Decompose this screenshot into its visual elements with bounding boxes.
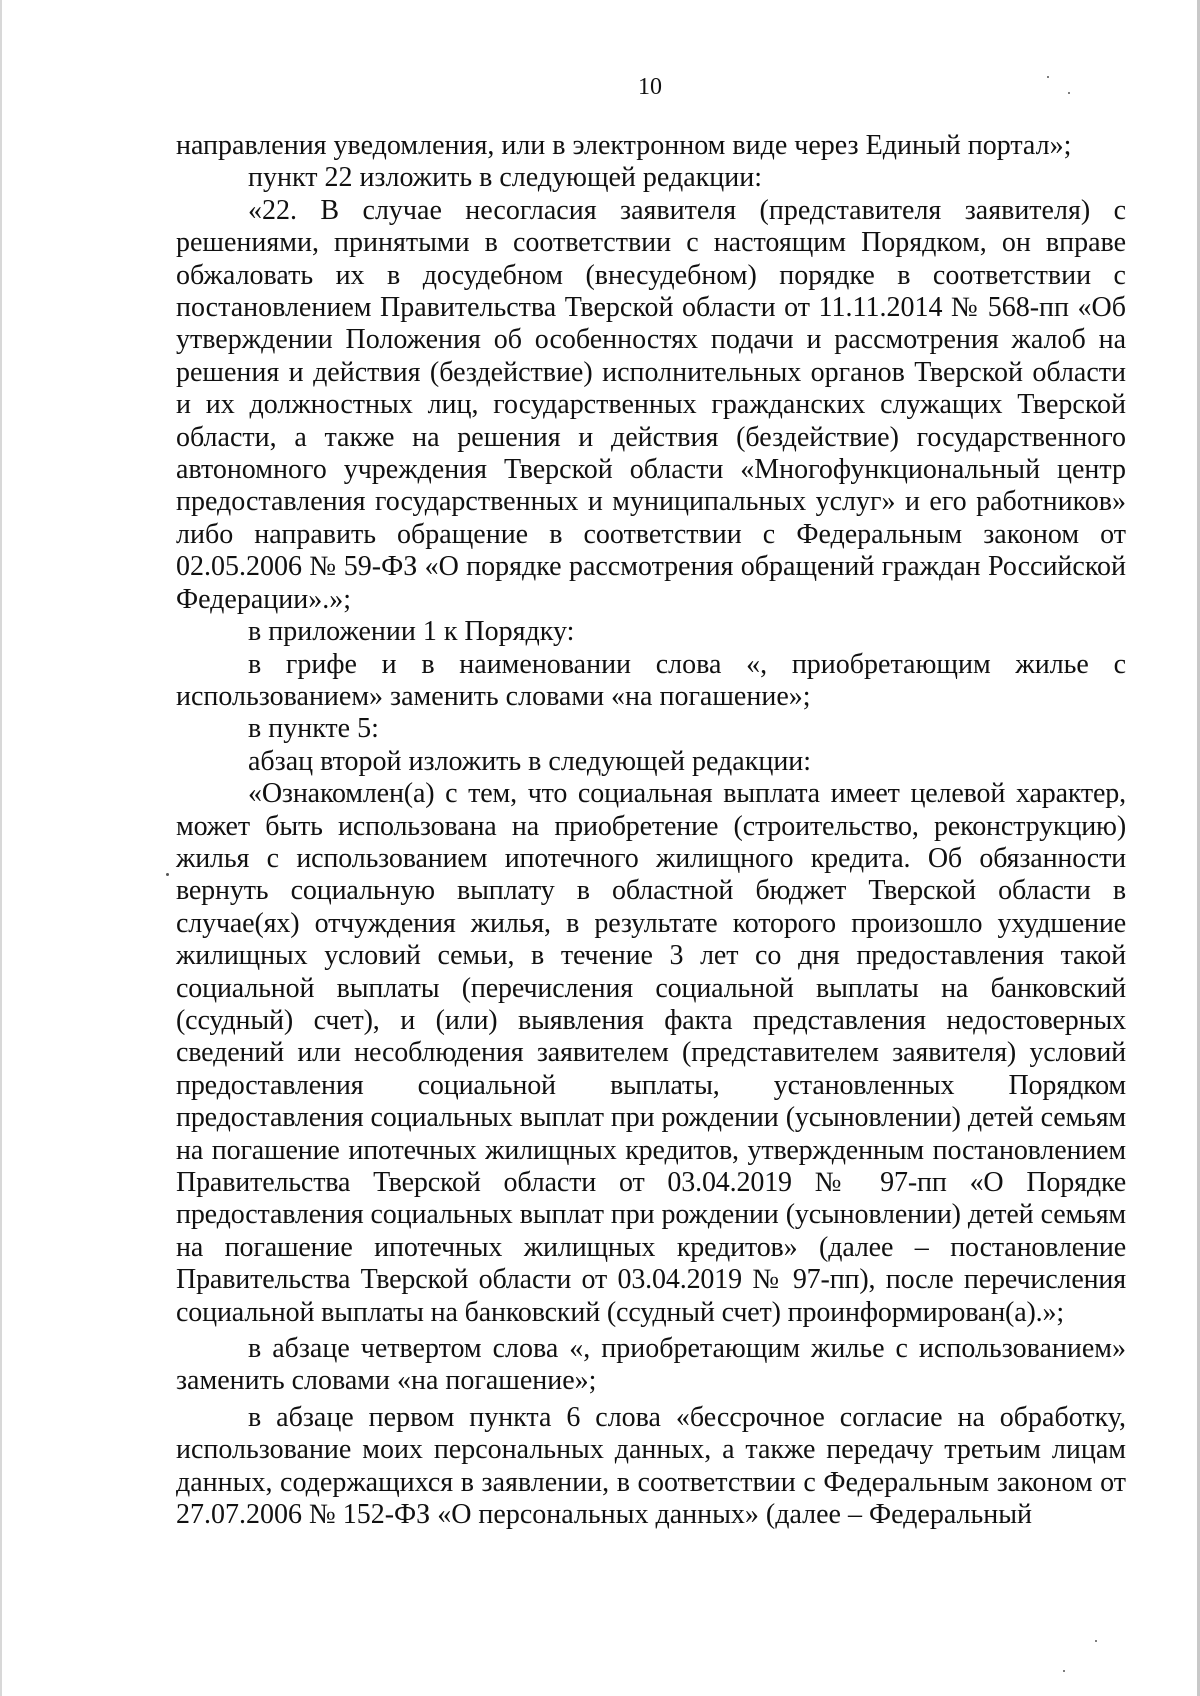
paragraph: в приложении 1 к Порядку:: [248, 616, 575, 648]
scan-left-edge: [0, 0, 2, 1696]
paragraph: «22. В случае несогласия заявителя (представителя заявителя) с решениями, принятыми в соответствии с настоящим Порядком, он вправе обжаловать их в досудебном (внесудебном) порядке в соответствии с постановлением Правительства Тверской области от 11.11.2014 № 568-пп «Об утверждении Положения об особенностях подачи и рассмотрения жалоб на решения и действия (бездействие) исполнительных органов Тверской области и их должностных лиц, государственных гражданских служащих Тверской области, а также на решения и действия (бездействие) государственного автономного учреждения Тверской области «Многофункциональный центр предоставления государственных и муниципальных услуг» и его работников» либо направить обращение в соответствии с Федеральным законом от 02.05.2006 № 59-ФЗ «О порядке рассмотрения обращений граждан Российской Федерации».»;: [176, 194, 1126, 615]
paragraph: в абзаце первом пункта 6 слова «бессрочное согласие на обработку, использование моих персональных данных, а также передачу третьим лицам данных, содержащихся в заявлении, в соответствии с Федеральным законом от 27.07.2006 № 152-ФЗ «О персональных данных» (далее – Федеральный: [176, 1401, 1126, 1531]
document-body: [176, 130, 1126, 1531]
scan-speck: [1095, 1640, 1097, 1642]
scan-speck: [166, 873, 169, 876]
page-number: 10: [638, 74, 662, 100]
paragraph: в абзаце четвертом слова «, приобретающим жилье с использованием» заменить словами «на погашение»;: [176, 1333, 1126, 1397]
paragraph: в грифе и в наименовании слова «, приобретающим жилье с использованием» заменить словами «на погашение»;: [176, 648, 1126, 712]
scan-speck: [1063, 1670, 1065, 1672]
paragraph: абзац второй изложить в следующей редакции:: [248, 745, 812, 777]
paragraph: в пункте 5:: [248, 713, 379, 745]
paragraph: «Ознакомлен(а) с тем, что социальная выплата имеет целевой характер, может быть использована на приобретение (строительство, реконструкцию) жилья с использованием ипотечного жилищного кредита. Об обязанности вернуть социальную выплату в областной бюджет Тверской области в случае(ях) отчуждения жилья, в результате которого произошло ухудшение жилищных условий семьи, в течение 3 лет со дня предоставления такой социальной выплаты (перечисления социальной выплаты на банковский (ссудный) счет), и (или) выявления факта представления недостоверных сведений или несоблюдения заявителем (представителем заявителя) условий предоставления социальной выплаты, установленных Порядком предоставления социальных выплат при рождении (усыновлении) детей семьям на погашение ипотечных жилищных кредитов, утвержденным постановлением Правительства Тверской области от 03.04.2019 № 97-пп «О Порядке предоставления социальных выплат при рождении (усыновлении) детей семьям на погашение ипотечных жилищных кредитов» (далее – постановление Правительства Тверской области от 03.04.2019 № 97-пп), после перечисления социальной выплаты на банковский (ссудный счет) проинформирован(а).»;: [176, 778, 1126, 1328]
paragraph: направления уведомления, или в электронном виде через Единый портал»;: [176, 130, 1072, 161]
paragraph: пункт 22 изложить в следующей редакции:: [248, 162, 762, 194]
